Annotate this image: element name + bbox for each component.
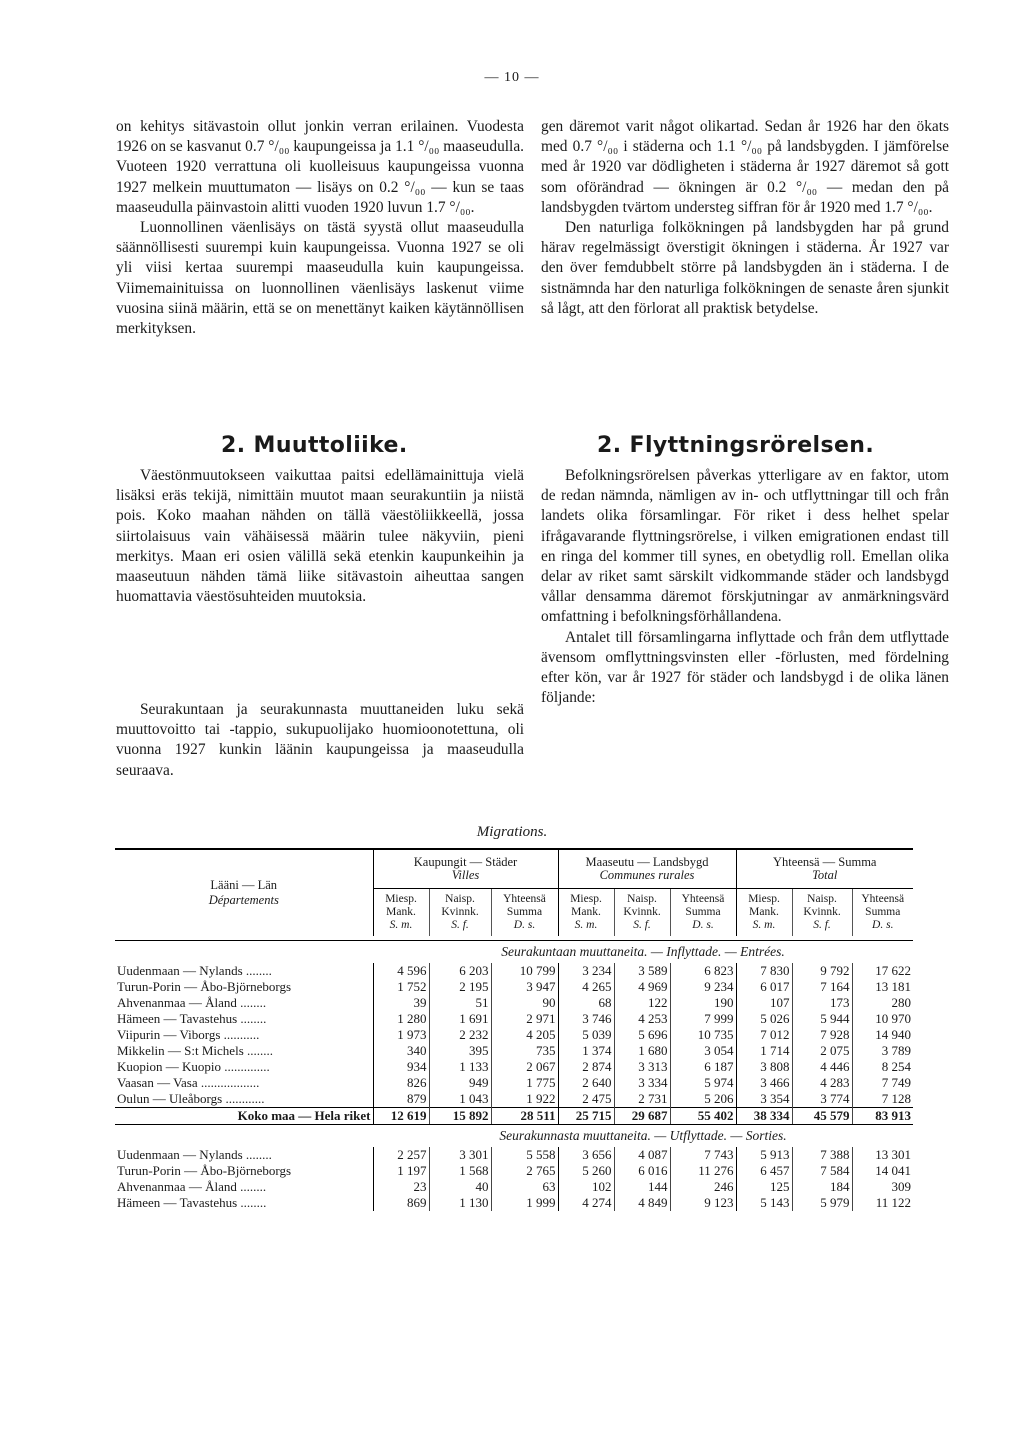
value-cell: 83 913 (852, 1108, 913, 1125)
subcolumn-header-line: Kvinnk. (803, 906, 841, 918)
value-cell: 4 849 (614, 1195, 670, 1211)
table-row (115, 1075, 913, 1091)
value-cell: 309 (852, 1179, 913, 1195)
value-cell: 40 (429, 1179, 491, 1195)
table-row (115, 1059, 913, 1075)
value-cell: 2 195 (429, 979, 491, 995)
subcolumn-header-line: Summa (865, 906, 901, 918)
value-cell: 14 940 (852, 1027, 913, 1043)
value-cell: 7 928 (792, 1027, 852, 1043)
value-cell: 340 (373, 1043, 429, 1059)
region-header-line: Lääni — Län (210, 878, 278, 892)
paragraph: on kehitys sitävastoin ollut jonkin verran erilainen. Vuodesta 1926 on se kasvanut 0.7 °/₀₀ kaupungeissa ja 1.1 °/₀₀ maaseudulla. Vuoteen 1920 verrattuna oli kuolleisuus kaupungeissa vuonna 1927 melkein muuttumaton — lisäys on 0.2 °/₀₀ — kun se taas maaseudulla päinvastoin alitti vuoden 1920 luvun 1.7 °/₀₀. (116, 118, 524, 216)
region-column-header (115, 850, 373, 936)
value-cell: 7 164 (792, 979, 852, 995)
table-row (115, 995, 913, 1011)
value-cell: 125 (736, 1179, 792, 1195)
value-cell: 735 (491, 1043, 558, 1059)
migrations-table (115, 848, 913, 1211)
value-cell: 6 187 (670, 1059, 736, 1075)
section-spacer (115, 1125, 373, 1148)
subcolumn-header-line: D. s. (872, 919, 894, 931)
group-title: Maaseutu — Landsbygd (585, 855, 709, 869)
subcolumn-header (792, 889, 852, 937)
subcolumn-header-line: Mank. (749, 906, 779, 918)
value-cell: 3 354 (736, 1091, 792, 1108)
value-cell: 2 475 (558, 1091, 614, 1108)
value-cell: 2 874 (558, 1059, 614, 1075)
region-cell: Ahvenanmaa — Åland ........ (117, 1179, 267, 1194)
value-cell: 14 041 (852, 1163, 913, 1179)
value-cell: 4 283 (792, 1075, 852, 1091)
subcolumn-header-line: S. f. (451, 919, 469, 931)
value-cell: 29 687 (614, 1108, 670, 1125)
value-cell: 13 181 (852, 979, 913, 995)
value-cell: 7 388 (792, 1147, 852, 1163)
value-cell: 1 280 (373, 1011, 429, 1027)
value-cell: 4 446 (792, 1059, 852, 1075)
value-cell: 7 749 (852, 1075, 913, 1091)
value-cell: 173 (792, 995, 852, 1011)
data-table (115, 848, 913, 1211)
subcolumn-header (614, 889, 670, 937)
table-row (115, 1147, 913, 1163)
value-cell: 1 130 (429, 1195, 491, 1211)
value-cell: 7 743 (670, 1147, 736, 1163)
value-cell: 10 970 (852, 1011, 913, 1027)
table-row (115, 1043, 913, 1059)
value-cell: 9 123 (670, 1195, 736, 1211)
subcolumn-header-line: D. s. (513, 919, 536, 931)
region-cell: Turun-Porin — Åbo-Björneborgs (117, 979, 292, 994)
subcolumn-header-line: D. s. (692, 919, 714, 931)
value-cell: 4 253 (614, 1011, 670, 1027)
table-row (115, 963, 913, 979)
value-cell: 395 (429, 1043, 491, 1059)
value-cell: 7 584 (792, 1163, 852, 1179)
value-cell: 2 232 (429, 1027, 491, 1043)
region-cell: Kuopion — Kuopio .............. (117, 1059, 270, 1074)
subcolumn-header-line: S. f. (813, 919, 831, 931)
table-row (115, 1195, 913, 1211)
value-cell: 2 257 (373, 1147, 429, 1163)
paragraph: Befolkningsrörelsen påverkas ytterligare av en faktor, utom de redan nämnda, nämligen av in- och utflyttningar till och från landets olika församlingar. För riket i dess helhet spelar ifrågavarande flyttningsrörelse, i vilken emigrationen endast till en ringa del kommer till synes, en obetydlig roll. Emellan olika delar av riket samt särskilt vidkommande städer och landsbygd vållar densamma däremot förskjutningar av anmärkningsvärd omfattning i befolkningsförhållandena. (541, 467, 949, 626)
region-cell: Uudenmaan — Nylands ........ (117, 1147, 272, 1162)
value-cell: 122 (614, 995, 670, 1011)
value-cell: 39 (373, 995, 429, 1011)
region-cell: Uudenmaan — Nylands ........ (117, 963, 272, 978)
value-cell: 3 466 (736, 1075, 792, 1091)
swedish-text-middle (541, 466, 949, 708)
section-title: Seurakunnasta muuttaneita. — Utflyttade. — Sorties. (499, 1128, 787, 1143)
subcolumn-header (852, 889, 913, 937)
value-cell: 13 301 (852, 1147, 913, 1163)
value-cell: 5 206 (670, 1091, 736, 1108)
table-row (115, 1027, 913, 1043)
subcolumn-header-line: Naisp. (445, 893, 475, 905)
value-cell: 6 016 (614, 1163, 670, 1179)
value-cell: 5 026 (736, 1011, 792, 1027)
value-cell: 4 087 (614, 1147, 670, 1163)
value-cell: 6 823 (670, 963, 736, 979)
value-cell: 3 656 (558, 1147, 614, 1163)
value-cell: 1 714 (736, 1043, 792, 1059)
value-cell: 5 974 (670, 1075, 736, 1091)
value-cell: 7 999 (670, 1011, 736, 1027)
value-cell: 4 274 (558, 1195, 614, 1211)
value-cell: 3 054 (670, 1043, 736, 1059)
value-cell: 51 (429, 995, 491, 1011)
value-cell: 5 979 (792, 1195, 852, 1211)
table-total-row (115, 1108, 913, 1125)
value-cell: 15 892 (429, 1108, 491, 1125)
subcolumn-header (670, 889, 736, 937)
value-cell: 7 012 (736, 1027, 792, 1043)
subcolumn-header-line: Yhteensä (861, 893, 905, 905)
value-cell: 45 579 (792, 1108, 852, 1125)
value-cell: 55 402 (670, 1108, 736, 1125)
value-cell: 6 457 (736, 1163, 792, 1179)
subcolumn-header-line: S. m. (574, 919, 598, 931)
value-cell: 1 922 (491, 1091, 558, 1108)
paragraph: Den naturliga folkökningen på landsbygden har på grund härav regelmässigt överstigit ökningen i städerna. År 1927 var den över femdubbelt större på landsbygden än i städerna. I de sistnämnda har den naturliga folkökningen de senaste åren sjunkit så lågt, att den förlorat all praktisk betydelse. (541, 219, 949, 317)
value-cell: 2 731 (614, 1091, 670, 1108)
value-cell: 10 735 (670, 1027, 736, 1043)
paragraph: Antalet till församlingarna inflyttade och från dem utflyttade ävensom omflyttningsvinsten eller -förlusten, med fördelning efter kön, var år 1927 för städer och landsbygd i de olika länen följande: (541, 628, 949, 707)
value-cell: 1 752 (373, 979, 429, 995)
region-cell: Turun-Porin — Åbo-Björneborgs (117, 1163, 292, 1178)
section-heading-swedish: 2. Flyttningsrörelsen. (597, 433, 875, 458)
value-cell: 3 589 (614, 963, 670, 979)
value-cell: 4 596 (373, 963, 429, 979)
value-cell: 1 043 (429, 1091, 491, 1108)
subcolumn-header (736, 889, 792, 937)
value-cell: 25 715 (558, 1108, 614, 1125)
group-header-total (736, 850, 913, 889)
value-cell: 5 696 (614, 1027, 670, 1043)
value-cell: 11 122 (852, 1195, 913, 1211)
table-row (115, 1091, 913, 1108)
value-cell: 6 203 (429, 963, 491, 979)
value-cell: 934 (373, 1059, 429, 1075)
subcolumn-header (373, 889, 429, 937)
group-subtitle: Communes rurales (599, 868, 695, 882)
value-cell: 826 (373, 1075, 429, 1091)
value-cell: 63 (491, 1179, 558, 1195)
subcolumn-header-line: S. m. (752, 919, 776, 931)
region-cell: Vaasan — Vasa .................. (117, 1075, 260, 1090)
region-cell: Oulun — Uleåborgs ............ (117, 1091, 265, 1106)
value-cell: 7 128 (852, 1091, 913, 1108)
value-cell: 17 622 (852, 963, 913, 979)
value-cell: 1 680 (614, 1043, 670, 1059)
value-cell: 107 (736, 995, 792, 1011)
value-cell: 949 (429, 1075, 491, 1091)
subcolumn-header-line: Summa (506, 906, 543, 918)
region-header-line: Départements (208, 893, 279, 907)
value-cell: 1 999 (491, 1195, 558, 1211)
subcolumn-header-line: Mank. (571, 906, 601, 918)
value-cell: 10 799 (491, 963, 558, 979)
subcolumn-header-line: Miesp. (385, 893, 417, 905)
subcolumn-header-line: Miesp. (570, 893, 602, 905)
value-cell: 4 265 (558, 979, 614, 995)
group-header-cities (373, 850, 558, 889)
value-cell: 1 374 (558, 1043, 614, 1059)
table-row (115, 1179, 913, 1195)
subcolumn-header-line: S. m. (389, 919, 413, 931)
subcolumn-header-line: S. f. (633, 919, 651, 931)
value-cell: 5 913 (736, 1147, 792, 1163)
value-cell: 246 (670, 1179, 736, 1195)
group-header-rural (558, 850, 736, 889)
value-cell: 2 640 (558, 1075, 614, 1091)
section-spacer (115, 941, 373, 964)
value-cell: 184 (792, 1179, 852, 1195)
subcolumn-header-line: Naisp. (627, 893, 657, 905)
finnish-text-top (116, 117, 524, 339)
subcolumn-header-line: Kvinnk. (623, 906, 661, 918)
value-cell: 3 313 (614, 1059, 670, 1075)
subcolumn-header-line: Mank. (386, 906, 416, 918)
finnish-text-lower (116, 700, 524, 781)
group-subtitle: Total (812, 868, 838, 882)
value-cell: 1 133 (429, 1059, 491, 1075)
subcolumn-header-line: Yhteensä (503, 893, 546, 905)
value-cell: 3 301 (429, 1147, 491, 1163)
value-cell: 6 017 (736, 979, 792, 995)
region-cell: Ahvenanmaa — Åland ........ (117, 995, 267, 1010)
swedish-text-top (541, 117, 949, 319)
value-cell: 28 511 (491, 1108, 558, 1125)
paragraph: gen däremot varit något olikartad. Sedan år 1926 har den ökats med 0.7 °/₀₀ i städerna och 1.1 °/₀₀ på landsbygden. I jämförelse med år 1920 var dödligheten i städerna år 1927 däremot så gott som oförändrad — ökningen är 0.2 °/₀₀ — medan den på landsbygden tvärtom understeg siffran för år 1920 med 1.7 °/₀₀. (541, 118, 949, 216)
group-title: Yhteensä — Summa (773, 855, 877, 869)
value-cell: 5 944 (792, 1011, 852, 1027)
value-cell: 3 334 (614, 1075, 670, 1091)
value-cell: 9 234 (670, 979, 736, 995)
value-cell: 3 746 (558, 1011, 614, 1027)
value-cell: 5 260 (558, 1163, 614, 1179)
region-cell: Koko maa — Hela riket (115, 1108, 373, 1125)
subcolumn-header (491, 889, 558, 937)
value-cell: 4 205 (491, 1027, 558, 1043)
value-cell: 144 (614, 1179, 670, 1195)
group-subtitle: Villes (451, 868, 480, 882)
subcolumn-header-line: Yhteensä (681, 893, 725, 905)
region-cell: Mikkelin — S:t Michels ........ (117, 1043, 273, 1058)
paragraph: Seurakuntaan ja seurakunnasta muuttaneiden luku sekä muuttovoitto tai -tappio, sukupuolijako huomioonotettuna, oli vuonna 1927 kunkin läänin kaupungeissa ja maaseudulla seuraava. (116, 701, 524, 779)
subcolumn-header (558, 889, 614, 937)
table-row (115, 1011, 913, 1027)
value-cell: 4 969 (614, 979, 670, 995)
value-cell: 1 691 (429, 1011, 491, 1027)
subcolumn-header-line: Naisp. (807, 893, 837, 905)
paragraph: Väestönmuutokseen vaikuttaa paitsi edellämainittuja vielä lisäksi eräs tekijä, nimittäin muutot maan seurakuntiin ja niistä pois. Koko maahan nähden on tällä väestöliikkeellä, jossa siirtolaisuus vain vähäisessä määrin tulee näkyviin, pieni merkitys. Maan eri osien välillä sekä etenkin kaupunkeihin ja maaseutuun nähden tämä liike sitävastoin aiheuttaa sangen huomattavia väestösuhteiden muutoksia. (116, 467, 524, 606)
value-cell: 5 143 (736, 1195, 792, 1211)
page-number: — 10 — (484, 70, 540, 85)
table-row (115, 979, 913, 995)
value-cell: 68 (558, 995, 614, 1011)
value-cell: 2 971 (491, 1011, 558, 1027)
value-cell: 2 067 (491, 1059, 558, 1075)
value-cell: 38 334 (736, 1108, 792, 1125)
value-cell: 1 197 (373, 1163, 429, 1179)
value-cell: 5 558 (491, 1147, 558, 1163)
paragraph: Luonnollinen väenlisäys on tästä syystä ollut maaseudulla säännöllisesti suurempi kuin kaupungeissa. Vuonna 1927 se oli yli viisi kertaa suurempi maaseudulla kuin kaupungeissa. Viimemainituissa on luonnollinen väenlisäys laskenut viime vuosina siinä määrin, että se on menettänyt kaiken käytännöllisen merkityksen. (116, 219, 524, 338)
value-cell: 1 973 (373, 1027, 429, 1043)
value-cell: 8 254 (852, 1059, 913, 1075)
value-cell: 280 (852, 995, 913, 1011)
region-cell: Hämeen — Tavastehus ........ (117, 1195, 267, 1210)
subcolumn-header-line: Miesp. (748, 893, 780, 905)
section-title: Seurakuntaan muuttaneita. — Inflyttade. — Entrées. (501, 944, 785, 959)
value-cell: 2 075 (792, 1043, 852, 1059)
value-cell: 869 (373, 1195, 429, 1211)
subcolumn-header-line: Kvinnk. (441, 906, 479, 918)
value-cell: 3 234 (558, 963, 614, 979)
region-cell: Hämeen — Tavastehus ........ (117, 1011, 267, 1026)
value-cell: 23 (373, 1179, 429, 1195)
region-cell: Viipurin — Viborgs ........... (117, 1027, 260, 1042)
value-cell: 7 830 (736, 963, 792, 979)
value-cell: 3 808 (736, 1059, 792, 1075)
value-cell: 90 (491, 995, 558, 1011)
section-heading-finnish: 2. Muuttoliike. (221, 433, 408, 458)
value-cell: 9 792 (792, 963, 852, 979)
value-cell: 102 (558, 1179, 614, 1195)
value-cell: 11 276 (670, 1163, 736, 1179)
finnish-text-middle (116, 466, 524, 607)
table-caption: Migrations. (476, 824, 548, 840)
subcolumn-header-line: Summa (685, 906, 721, 918)
value-cell: 3 947 (491, 979, 558, 995)
value-cell: 879 (373, 1091, 429, 1108)
value-cell: 1 775 (491, 1075, 558, 1091)
value-cell: 5 039 (558, 1027, 614, 1043)
subcolumn-header (429, 889, 491, 937)
value-cell: 3 789 (852, 1043, 913, 1059)
table-row (115, 1163, 913, 1179)
value-cell: 190 (670, 995, 736, 1011)
value-cell: 2 765 (491, 1163, 558, 1179)
group-title: Kaupungit — Städer (413, 855, 518, 869)
value-cell: 1 568 (429, 1163, 491, 1179)
value-cell: 12 619 (373, 1108, 429, 1125)
value-cell: 3 774 (792, 1091, 852, 1108)
